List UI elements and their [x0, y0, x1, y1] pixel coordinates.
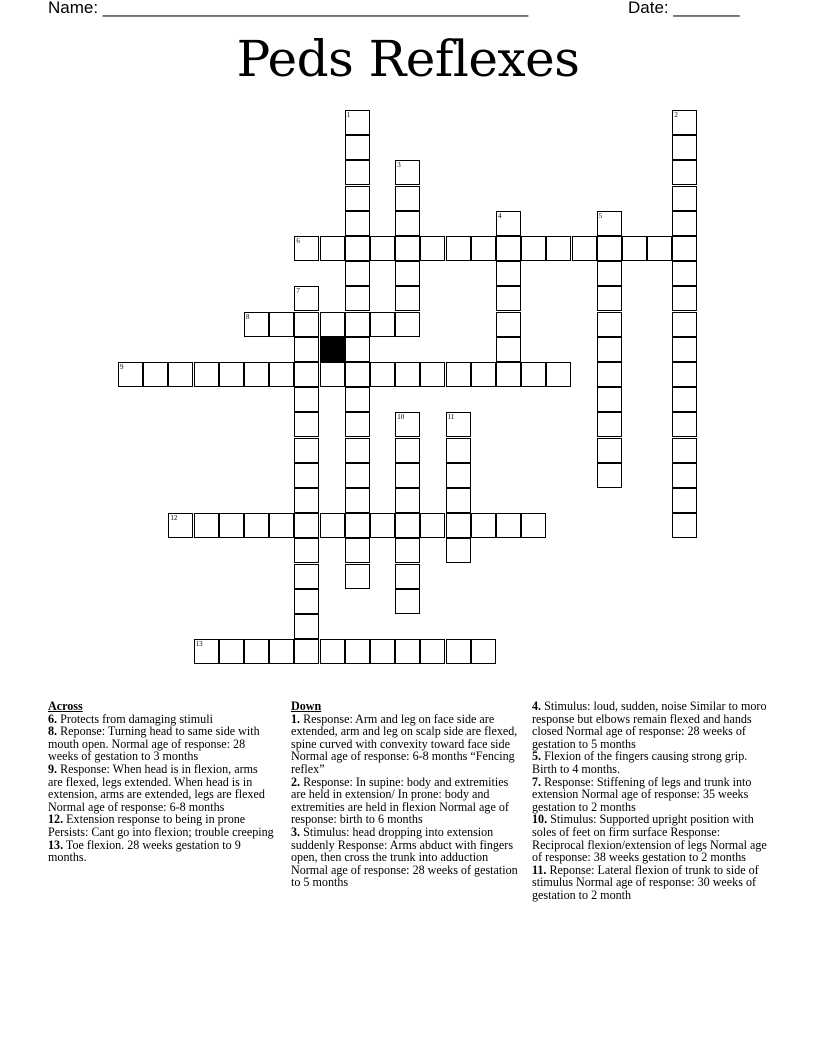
grid-cell[interactable] — [597, 412, 622, 437]
clue-number: 13 — [195, 640, 203, 649]
grid-cell[interactable] — [496, 312, 521, 337]
grid-cell[interactable] — [597, 337, 622, 362]
clue-number: 2. — [291, 774, 301, 789]
grid-cell[interactable] — [118, 362, 143, 387]
grid-cell[interactable] — [446, 513, 471, 538]
clue-text: Stimulus: Supported upright position with soles of feet on firm surface Response: Reciprocal flexion/extension of legs Normal age of response: 38 weeks gestation to 2 months — [532, 812, 767, 865]
clue-number: 7 — [296, 287, 300, 296]
clue-number: 9. — [48, 761, 58, 776]
grid-cell[interactable] — [496, 286, 521, 311]
grid-cell[interactable] — [395, 639, 420, 664]
clue-number: 1 — [346, 111, 351, 119]
grid-cell[interactable] — [143, 362, 168, 387]
grid-cell[interactable] — [672, 211, 697, 236]
grid-cell[interactable] — [446, 438, 471, 463]
clue-number: 3. — [291, 824, 301, 839]
grid-cell[interactable] — [420, 639, 445, 664]
grid-cell[interactable] — [672, 337, 697, 362]
grid-cell[interactable] — [521, 362, 546, 387]
grid-cell[interactable] — [521, 513, 546, 538]
clue-number: 3 — [397, 161, 401, 170]
clue-number: 5. — [532, 749, 542, 764]
grid-cell[interactable] — [471, 639, 496, 664]
grid-cell[interactable] — [370, 312, 395, 337]
date-line[interactable]: Date: _______ — [628, 0, 740, 17]
clue-number: 5 — [598, 211, 603, 220]
grid-cell[interactable] — [597, 362, 622, 387]
grid-cell[interactable] — [168, 513, 193, 538]
grid-cell[interactable] — [420, 236, 445, 261]
clue-text: Flexion of the fingers causing strong grip. Birth to 4 months. — [532, 749, 748, 776]
grid-cell[interactable] — [269, 362, 294, 387]
grid-cell[interactable] — [345, 387, 370, 412]
grid-cell[interactable] — [244, 639, 269, 664]
grid-cell[interactable] — [294, 387, 319, 412]
grid-cell[interactable] — [496, 211, 521, 236]
grid-cell[interactable] — [395, 362, 420, 387]
grid-cell[interactable] — [446, 538, 471, 563]
grid-cell[interactable] — [269, 639, 294, 664]
grid-cell[interactable] — [345, 211, 370, 236]
grid-cell[interactable] — [672, 312, 697, 337]
clue-text: Stimulus: head dropping into extension suddenly Response: Arms abduct with fingers open, then cross the trunk into adduction Normal age of response: 28 weeks of gestation to 5 months — [291, 824, 518, 890]
clue-text: Protects from damaging stimuli — [57, 711, 213, 726]
grid-cell[interactable] — [320, 513, 345, 538]
grid-cell[interactable] — [496, 236, 521, 261]
grid-cell[interactable] — [597, 387, 622, 412]
clue-number: 11 — [447, 413, 455, 422]
grid-cell[interactable] — [597, 463, 622, 488]
clue-number: 6. — [48, 711, 58, 726]
grid-cell[interactable] — [345, 186, 370, 211]
down-clues — [291, 700, 523, 889]
grid-cell[interactable] — [395, 463, 420, 488]
across-clue — [48, 725, 274, 763]
grid-cell[interactable] — [294, 639, 319, 664]
grid-cell[interactable] — [395, 513, 420, 538]
grid-cell[interactable] — [546, 362, 571, 387]
grid-cell[interactable] — [345, 463, 370, 488]
grid-cell[interactable] — [471, 513, 496, 538]
grid-cell[interactable] — [395, 488, 420, 513]
grid-cell[interactable] — [395, 261, 420, 286]
grid-cell[interactable] — [395, 538, 420, 563]
grid-cell[interactable] — [496, 261, 521, 286]
grid-cell[interactable] — [370, 236, 395, 261]
grid-cell[interactable] — [496, 513, 521, 538]
grid-cell[interactable] — [345, 639, 370, 664]
grid-cell[interactable] — [672, 488, 697, 513]
grid-cell[interactable] — [320, 639, 345, 664]
across-clue — [48, 839, 274, 864]
grid-cell[interactable] — [219, 639, 244, 664]
grid-cell[interactable] — [345, 438, 370, 463]
grid-cell[interactable] — [244, 362, 269, 387]
clue-number: 4 — [498, 211, 502, 220]
grid-cell[interactable] — [194, 362, 219, 387]
grid-cell[interactable] — [320, 312, 345, 337]
grid-cell[interactable] — [219, 513, 244, 538]
clue-number: 8. — [48, 724, 58, 739]
grid-cell[interactable] — [597, 438, 622, 463]
grid-cell[interactable] — [294, 312, 319, 337]
clue-text: Reponse: Lateral flexion of trunk to side of stimulus Normal age of response: 30 weeks of gestation to 2 month — [532, 862, 759, 902]
grid-cell[interactable] — [395, 286, 420, 311]
grid-cell[interactable] — [471, 236, 496, 261]
down-clue — [532, 750, 768, 775]
grid-cell[interactable] — [672, 160, 697, 185]
grid-cell[interactable] — [194, 639, 219, 664]
grid-cell[interactable] — [597, 261, 622, 286]
grid-cell[interactable] — [395, 312, 420, 337]
across-clue — [48, 813, 274, 838]
grid-cell[interactable] — [446, 463, 471, 488]
grid-cell[interactable] — [496, 337, 521, 362]
grid-cell[interactable] — [446, 236, 471, 261]
grid-cell[interactable] — [672, 186, 697, 211]
clue-text: Response: Arm and leg on face side are extended, arm and leg on scalp side are flexed, spine curved with convexity toward face side Normal age of response: 6-8 months “Fencing reflex” — [291, 711, 518, 776]
grid-cell[interactable] — [269, 513, 294, 538]
grid-cell[interactable] — [345, 261, 370, 286]
clue-number: 6 — [296, 237, 300, 245]
grid-cell[interactable] — [395, 412, 420, 437]
grid-cell[interactable] — [345, 135, 370, 160]
grid-cell[interactable] — [572, 236, 597, 261]
grid-cell[interactable] — [294, 538, 319, 563]
clue-number: 12 — [170, 514, 178, 523]
grid-cell[interactable] — [345, 160, 370, 185]
grid-cell[interactable] — [420, 362, 445, 387]
grid-cell[interactable] — [395, 211, 420, 236]
clue-number: 9 — [120, 363, 124, 371]
grid-cell[interactable] — [395, 564, 420, 589]
grid-cell[interactable] — [672, 135, 697, 160]
grid-cell[interactable] — [395, 438, 420, 463]
grid-cell[interactable] — [370, 362, 395, 387]
across-clues — [48, 700, 274, 864]
clue-text: Extension response to being in prone Persists: Cant go into flexion; trouble creeping — [48, 812, 274, 839]
grid-cell[interactable] — [294, 236, 319, 261]
down-clues-continued — [532, 700, 768, 902]
clue-text: Response: When head is in flexion, arms are flexed, legs extended. When head is in extension, arms are extended, legs are flexed Normal age of response: 6-8 months — [48, 761, 265, 814]
grid-cell[interactable] — [345, 312, 370, 337]
clue-number: 10 — [397, 413, 405, 422]
name-line[interactable]: Name: _____________________________________________ — [48, 0, 529, 17]
grid-cell[interactable] — [294, 337, 319, 362]
grid-cell[interactable] — [168, 362, 193, 387]
down-clue — [291, 713, 523, 776]
grid-cell[interactable] — [471, 362, 496, 387]
grid-cell[interactable] — [521, 236, 546, 261]
grid-cell[interactable] — [345, 412, 370, 437]
grid-cell[interactable] — [622, 236, 647, 261]
grid-cell[interactable] — [219, 362, 244, 387]
page-title: Peds Reflexes — [236, 30, 580, 88]
clue-text: Response: Stiffening of legs and trunk into extension Normal age of response: 35 weeks gestation to 2 months — [532, 774, 752, 814]
grid-cell[interactable] — [345, 564, 370, 589]
grid-cell[interactable] — [546, 236, 571, 261]
grid-cell[interactable] — [194, 513, 219, 538]
grid-cell[interactable] — [345, 362, 370, 387]
grid-cell[interactable] — [395, 589, 420, 614]
grid-cell[interactable] — [672, 236, 697, 261]
down-clue — [532, 813, 768, 863]
grid-cell[interactable] — [294, 438, 319, 463]
clue-number: 8 — [246, 312, 250, 321]
shaded-cell — [320, 337, 345, 362]
clue-number: 4. — [532, 699, 542, 713]
down-clue — [291, 776, 523, 826]
down-clue — [532, 700, 768, 750]
grid-cell[interactable] — [294, 513, 319, 538]
grid-cell[interactable] — [294, 589, 319, 614]
grid-cell[interactable] — [320, 362, 345, 387]
grid-cell[interactable] — [446, 412, 471, 437]
grid-cell[interactable] — [294, 463, 319, 488]
clue-text: Toe flexion. 28 weeks gestation to 9 months. — [48, 837, 241, 865]
grid-cell[interactable] — [294, 564, 319, 589]
grid-cell[interactable] — [345, 337, 370, 362]
clue-text: Stimulus: loud, sudden, noise Similar to moro response but elbows remain flexed and hands closed Normal age of response: 28 weeks of gestation to 5 months — [532, 699, 767, 751]
grid-cell[interactable] — [496, 362, 521, 387]
clue-number: 7. — [532, 774, 542, 789]
grid-cell[interactable] — [345, 286, 370, 311]
clue-number: 13. — [48, 837, 64, 852]
grid-cell[interactable] — [672, 286, 697, 311]
grid-cell[interactable] — [244, 312, 269, 337]
grid-cell[interactable] — [345, 488, 370, 513]
grid-cell[interactable] — [597, 211, 622, 236]
grid-cell[interactable] — [647, 236, 672, 261]
clue-number: 10. — [532, 812, 548, 827]
grid-cell[interactable] — [345, 513, 370, 538]
grid-cell[interactable] — [294, 412, 319, 437]
grid-cell[interactable] — [345, 110, 370, 135]
grid-cell[interactable] — [294, 286, 319, 311]
grid-cell[interactable] — [672, 110, 697, 135]
grid-cell[interactable] — [672, 261, 697, 286]
grid-cell[interactable] — [294, 488, 319, 513]
grid-cell[interactable] — [672, 513, 697, 538]
clue-number: 12. — [48, 812, 64, 827]
grid-cell[interactable] — [370, 639, 395, 664]
clue-text: Response: In supine: body and extremities are held in extension/ In prone: body and extremities are held in flexion Normal age of response: birth to 6 months — [291, 774, 509, 827]
clue-number: 1. — [291, 711, 301, 726]
grid-cell[interactable] — [320, 236, 345, 261]
grid-cell[interactable] — [395, 236, 420, 261]
grid-cell[interactable] — [672, 463, 697, 488]
grid-cell[interactable] — [244, 513, 269, 538]
grid-cell[interactable] — [370, 513, 395, 538]
grid-cell[interactable] — [446, 362, 471, 387]
grid-cell[interactable] — [294, 362, 319, 387]
grid-cell[interactable] — [672, 438, 697, 463]
clue-number: 11. — [532, 862, 547, 877]
grid-cell[interactable] — [597, 286, 622, 311]
down-clue — [291, 826, 523, 889]
grid-cell[interactable] — [672, 412, 697, 437]
grid-cell[interactable] — [420, 513, 445, 538]
grid-cell[interactable] — [345, 236, 370, 261]
grid-cell[interactable] — [672, 387, 697, 412]
grid-cell[interactable] — [294, 614, 319, 639]
grid-cell[interactable] — [597, 236, 622, 261]
across-heading: Across — [48, 699, 83, 713]
down-clue — [532, 864, 768, 902]
grid-cell[interactable] — [672, 362, 697, 387]
clue-text: Reponse: Turning head to same side with mouth open. Normal age of response: 28 weeks of gestation to 3 months — [48, 724, 260, 764]
down-clue — [532, 776, 768, 814]
grid-cell[interactable] — [446, 639, 471, 664]
down-heading: Down — [291, 699, 322, 713]
across-clue — [48, 763, 274, 813]
clue-number: 2 — [674, 111, 678, 119]
grid-cell[interactable] — [597, 312, 622, 337]
grid-cell[interactable] — [446, 488, 471, 513]
grid-cell[interactable] — [395, 160, 420, 185]
grid-cell[interactable] — [345, 538, 370, 563]
grid-cell[interactable] — [395, 186, 420, 211]
grid-cell[interactable] — [269, 312, 294, 337]
